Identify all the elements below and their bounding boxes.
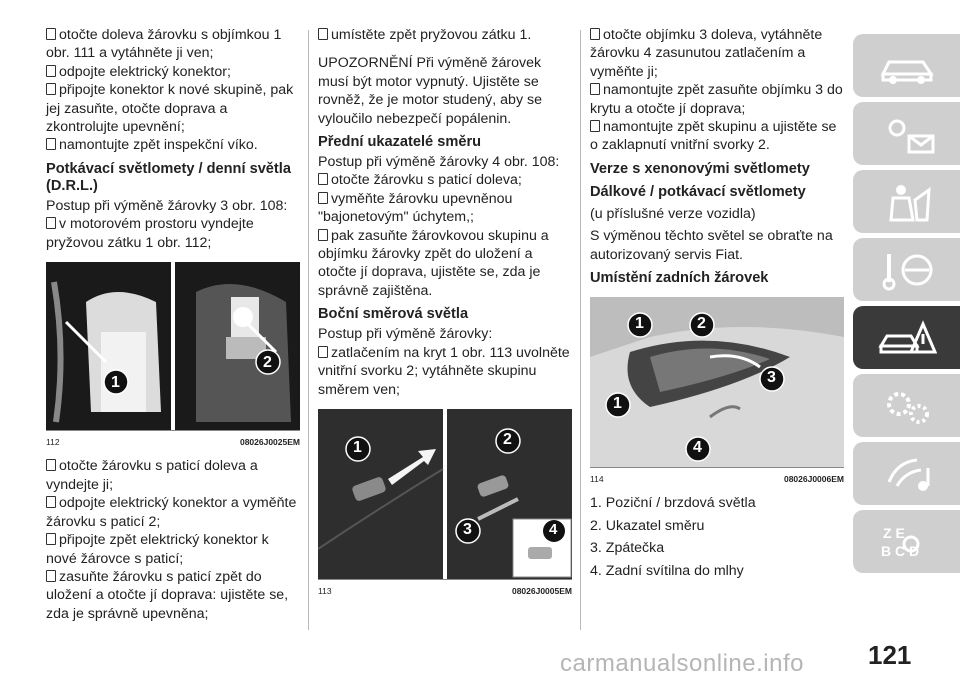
column-divider [580, 30, 581, 630]
callout-3: 3 [463, 520, 472, 538]
callout-4: 4 [693, 439, 702, 457]
warning-lights-icon [877, 112, 937, 156]
seatbelt-safety-icon [877, 180, 937, 224]
callout-1: 1 [353, 438, 362, 456]
instruction-item: v motorovém prostoru vyndejte pryžovou zátku 1 obr. 112; [46, 216, 254, 251]
instruction-item: odpojte elektrický konektor a vyměňte žárovku s paticí 2; [46, 495, 297, 530]
figure-caption [46, 430, 300, 451]
svg-text:Z E: Z E [882, 524, 905, 541]
tab-multimedia[interactable] [853, 442, 960, 505]
section-heading: Přední ukazatelé směru [318, 134, 482, 151]
figure-112 [46, 262, 300, 451]
paragraph: S výměnou těchto světel se obraťte na autorizovaný servis Fiat. [590, 228, 833, 263]
figure-code: 08026J0006EM [783, 474, 844, 485]
chapter-tabs [853, 34, 960, 578]
figure-113 [318, 409, 572, 600]
column-divider [308, 30, 309, 630]
figure-114 [590, 297, 844, 488]
legend-item: 2. Ukazatel směru [590, 517, 705, 534]
section-heading: Dálkové / potkávací světlomety [590, 183, 806, 200]
tab-safety[interactable] [853, 170, 960, 233]
instruction-item: vyměňte žárovku upevněnou "bajonetovým" úchytem,; [318, 190, 513, 226]
instruction-item: otočte žárovku s paticí doleva a vyndejte ji; [46, 458, 258, 493]
callout-2: 2 [263, 354, 272, 372]
column-2 [318, 26, 571, 606]
figure-number: 112 [46, 437, 60, 448]
figure-caption [318, 579, 572, 600]
instruction-item: namontujte zpět skupinu a ujistěte se o zaklapnutí vnitřní svorky 2. [590, 119, 837, 154]
callout-1: 1 [635, 315, 644, 333]
paragraph: (u příslušné verze vozidla) [590, 205, 756, 222]
tail-lamp-illustration [590, 297, 844, 467]
instruction-item: otočte žárovku s paticí doleva; [318, 171, 571, 189]
callout-2: 2 [697, 315, 706, 333]
legend-item: 1. Poziční / brzdová světla [590, 495, 756, 512]
section-heading: Potkávací světlomety / denní světla (D.R.L.) [46, 160, 291, 194]
section-heading: Verze s xenonovými světlomety [590, 160, 810, 177]
paragraph: Postup při výměně žárovky 3 obr. 108: [46, 197, 288, 214]
watermark: carmanualsonline.info [560, 650, 804, 677]
legend-item: 4. Zadní svítilna do mlhy [590, 562, 744, 579]
callout-3: 3 [767, 369, 776, 387]
instruction-item: pak zasuňte žárovkovou skupinu a objímku žárovky zpět do uložení a otočte jí doprava, ujistěte se, zda je správně zajištěna. [318, 227, 549, 299]
instruction-item: zatlačením na kryt 1 obr. 113 uvolněte vnitřní svorku 2; vytáhněte skupinu směrem ven; [318, 344, 570, 398]
figure-code: 08026J0025EM [239, 437, 300, 448]
tab-starting-driving[interactable] [853, 238, 960, 301]
tab-warning-lights[interactable] [853, 102, 960, 165]
figure-caption [590, 467, 844, 488]
column-1 [46, 26, 300, 623]
car-icon [877, 46, 937, 86]
key-steering-icon [877, 248, 937, 292]
callout-1b: 1 [613, 395, 622, 413]
callout-4: 4 [549, 520, 558, 538]
instruction-item: otočte doleva žárovku s objímkou 1 obr. 111 a vytáhněte ji ven; [46, 27, 282, 62]
instruction-item: odpojte elektrický konektor; [46, 63, 300, 81]
multimedia-icon [877, 452, 937, 496]
callout-2: 2 [503, 430, 512, 448]
tab-car[interactable] [853, 34, 960, 97]
legend-item: 3. Zpátečka [590, 540, 665, 557]
svg-text:B C D: B C D [880, 542, 919, 559]
instruction-item: umístěte zpět pryžovou zátku 1. [318, 26, 571, 44]
tab-emergency[interactable] [853, 306, 960, 369]
figure-number: 114 [590, 474, 604, 485]
emergency-icon [877, 316, 937, 360]
callout-1: 1 [111, 374, 120, 392]
tab-maintenance[interactable] [853, 374, 960, 437]
instruction-item: zasuňte žárovku s paticí zpět do uložení a otočte jí doprava: ujistěte se, zda je správně upevněna; [46, 568, 289, 622]
section-heading: Boční směrová světla [318, 306, 469, 323]
headlamp-illustration [46, 262, 300, 430]
tab-index[interactable] [853, 510, 960, 573]
index-letters-icon [877, 520, 937, 564]
instruction-item: namontujte zpět inspekční víko. [46, 136, 300, 154]
column-3 [590, 26, 843, 584]
section-heading: Umístění zadních žárovek [590, 270, 769, 287]
figure-number: 113 [318, 585, 332, 596]
instruction-item: připojte zpět elektrický konektor k nové žárovce s paticí; [46, 532, 269, 567]
paragraph: Postup při výměně žárovky 4 obr. 108: [318, 154, 560, 171]
page-number: 121 [868, 640, 912, 670]
instruction-item: připojte konektor k nové skupině, pak jej zasuňte, otočte doprava a zkontrolujte upevnění; [46, 82, 294, 136]
instruction-item: namontujte zpět zasuňte objímku 3 do krytu a otočte jí doprava; [590, 82, 843, 117]
instruction-item: otočte objímku 3 doleva, vytáhněte žárovku 4 zasunutou zatlačením a vyměňte ji; [590, 27, 823, 80]
warning-text: UPOZORNĚNÍ Při výměně žárovek musí být motor vypnutý. Ujistěte se rovněž, že je motor studený, aby se vyloučilo nebezpečí popálenin. [318, 55, 542, 127]
maintenance-gears-icon [877, 384, 937, 428]
figure-code: 08026J0005EM [511, 585, 572, 596]
side-indicator-illustration [318, 409, 572, 579]
paragraph: Postup při výměně žárovky: [318, 326, 493, 343]
